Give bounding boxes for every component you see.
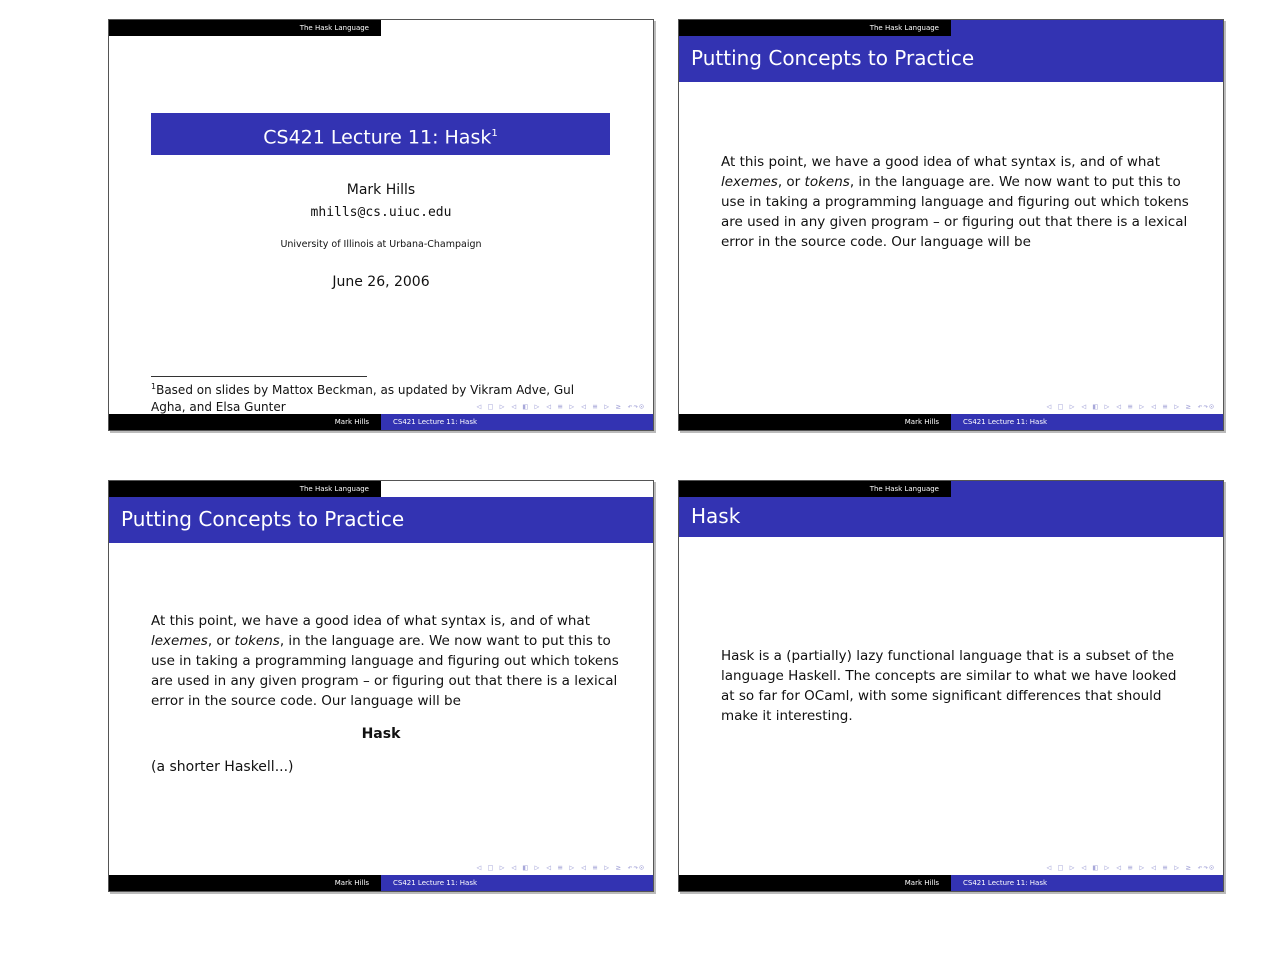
slide-title: [108, 19, 654, 431]
para-text: , in the language are. We now want to put this to use in taking a programming language and figuring out which tokens are used in any given program – or figuring out that there is a lexical error in the source code. Our language will be: [151, 633, 619, 709]
language-name: Hask: [361, 726, 401, 742]
author-name: Mark Hills: [346, 182, 416, 198]
footer-author: Mark Hills: [109, 875, 381, 891]
headline-text: The Hask Language: [109, 20, 381, 36]
navigation-symbols[interactable]: ◁ □ ▷ ◁ ◧ ▷ ◁ ≡ ▷ ◁ ≡ ▷ ≥ ↶↷⊙: [1046, 402, 1215, 411]
footline-bar: [109, 414, 653, 430]
footer-author: Mark Hills: [679, 414, 951, 430]
headline-right: [381, 20, 653, 36]
frame-title: Putting Concepts to Practice: [109, 497, 653, 543]
para-text: At this point, we have a good idea of what syntax is, and of what: [151, 613, 590, 629]
footer-title: CS421 Lecture 11: Hask: [381, 875, 653, 891]
body-paragraph: [151, 611, 621, 711]
headline-text: The Hask Language: [679, 481, 951, 497]
presentation-title-text: CS421 Lecture 11: Hask: [263, 126, 492, 149]
footline-bar: [679, 875, 1223, 891]
body-paragraph: Hask is a (partially) lazy functional language that is a subset of the language Haskell. The concepts are similar to what we have looked at so far for OCaml, with some significant differences that should make it interesting.: [721, 648, 1177, 724]
para-text: , or: [777, 174, 805, 190]
emph-lexemes: lexemes: [151, 633, 208, 649]
navigation-symbols[interactable]: ◁ □ ▷ ◁ ◧ ▷ ◁ ≡ ▷ ◁ ≡ ▷ ≥ ↶↷⊙: [1046, 863, 1215, 872]
para-text: , in the language are. We now want to put this to use in taking a programming language and figuring out which tokens are used in any given program – or figuring out that there is a lexical error in the source code. Our language will be: [721, 174, 1189, 250]
headline-bar: [679, 20, 1223, 36]
emph-tokens: tokens: [234, 633, 280, 649]
language-note: (a shorter Haskell...): [151, 759, 294, 775]
para-text: At this point, we have a good idea of what syntax is, and of what: [721, 154, 1160, 170]
navigation-symbols[interactable]: ◁ □ ▷ ◁ ◧ ▷ ◁ ≡ ▷ ◁ ≡ ▷ ≥ ↶↷⊙: [476, 402, 645, 411]
emph-tokens: tokens: [804, 174, 850, 190]
frame-title: Hask: [679, 497, 1223, 537]
body-paragraph: [721, 152, 1191, 252]
title-footnote-mark: 1: [491, 128, 498, 139]
footnote-text: Based on slides by Mattox Beckman, as updated by Vikram Adve, Gul Agha, and Elsa Gunter: [151, 383, 575, 414]
headline-right: [951, 20, 1223, 36]
headline-text: The Hask Language: [679, 20, 951, 36]
footer-title: CS421 Lecture 11: Hask: [951, 875, 1223, 891]
headline-bar: [679, 481, 1223, 497]
footline-bar: [679, 414, 1223, 430]
presentation-title: [151, 113, 610, 155]
slide-concepts-1: [678, 19, 1224, 431]
navigation-symbols[interactable]: ◁ □ ▷ ◁ ◧ ▷ ◁ ≡ ▷ ◁ ≡ ▷ ≥ ↶↷⊙: [476, 863, 645, 872]
slide-concepts-2: [108, 480, 654, 892]
headline-bar: [109, 481, 653, 497]
headline-text: The Hask Language: [109, 481, 381, 497]
emph-lexemes: lexemes: [721, 174, 778, 190]
headline-right: [951, 481, 1223, 497]
footer-author: Mark Hills: [109, 414, 381, 430]
author-email: mhills@cs.uiuc.edu: [310, 205, 452, 220]
headline-right: [381, 481, 653, 497]
headline-bar: [109, 20, 653, 36]
footnote-mark: 1: [151, 382, 157, 391]
frame-title: Putting Concepts to Practice: [679, 36, 1223, 82]
presentation-date: June 26, 2006: [332, 274, 430, 290]
footer-author: Mark Hills: [679, 875, 951, 891]
slide-hask: [678, 480, 1224, 892]
para-text: , or: [207, 633, 235, 649]
footline-bar: [109, 875, 653, 891]
footer-title: CS421 Lecture 11: Hask: [381, 414, 653, 430]
institute: University of Illinois at Urbana-Champaign: [280, 239, 482, 250]
footnote-rule: [151, 376, 367, 377]
footer-title: CS421 Lecture 11: Hask: [951, 414, 1223, 430]
